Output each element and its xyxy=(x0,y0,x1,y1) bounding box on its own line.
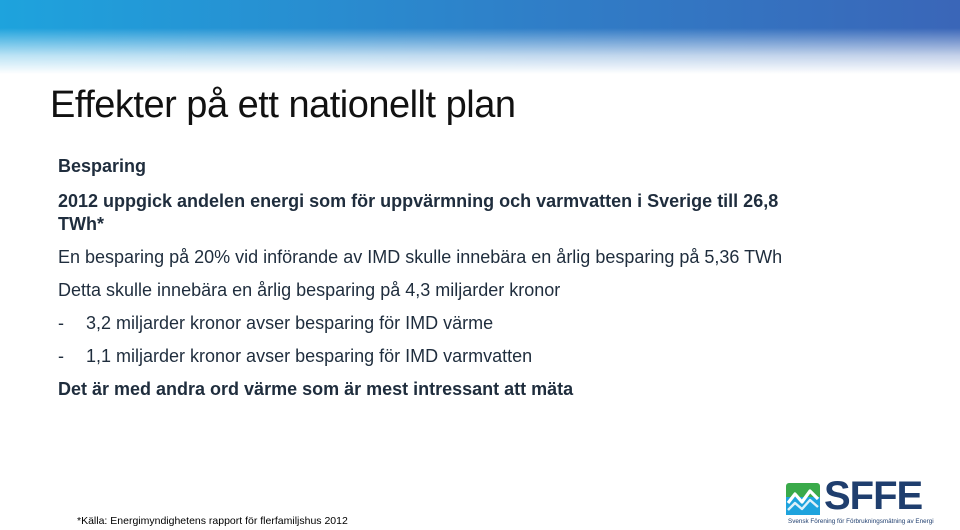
bullet-dash: - xyxy=(58,346,64,366)
bullet-dash: - xyxy=(58,313,64,333)
bullet-text: 1,1 miljarder kronor avser besparing för IMD varmvatten xyxy=(86,346,533,366)
slide-content xyxy=(58,155,938,401)
sffe-logo-mark-icon xyxy=(786,483,820,515)
section-heading: Besparing xyxy=(58,156,147,176)
header-band-fade xyxy=(0,28,960,74)
paragraph-energy-line2: TWh* xyxy=(58,214,104,234)
paragraph-saving-twh: En besparing på 20% vid införande av IMD skulle innebära en årlig besparing på 5,36 TWh xyxy=(58,247,783,267)
bullet-item xyxy=(58,345,938,368)
bullet-text: 3,2 miljarder kronor avser besparing för IMD värme xyxy=(86,313,494,333)
paragraph-energy-line1: 2012 uppgick andelen energi som för uppvärmning och varmvatten i Sverige till 26,8 xyxy=(58,191,779,211)
slide-title: Effekter på ett nationellt plan xyxy=(50,84,516,126)
bullet-item xyxy=(58,312,938,335)
conclusion: Det är med andra ord värme som är mest intressant att mäta xyxy=(58,379,574,399)
sffe-logo-subtitle: Svensk Förening för Förbrukningsmätning av Energi xyxy=(788,518,934,525)
paragraph-saving-sek: Detta skulle innebära en årlig besparing på 4,3 miljarder kronor xyxy=(58,280,561,300)
sffe-logo xyxy=(786,474,942,529)
source-footnote: *Källa: Energimyndighetens rapport för flerfamiljshus 2012 xyxy=(77,515,348,527)
header-band xyxy=(0,0,960,74)
sffe-logo-name: SFFE xyxy=(824,474,923,518)
